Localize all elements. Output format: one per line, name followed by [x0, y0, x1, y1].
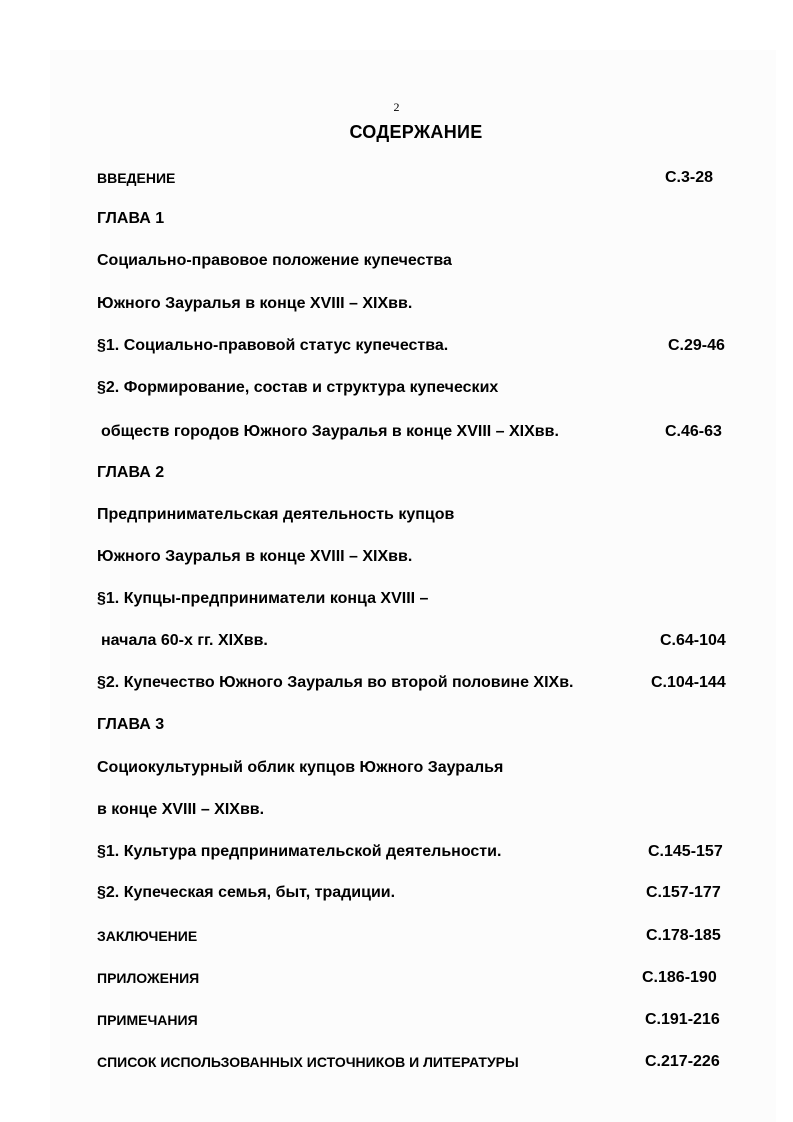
toc-entry [97, 629, 737, 653]
toc-entry [97, 249, 737, 273]
toc-entry [97, 840, 737, 864]
page-title: СОДЕРЖАНИЕ [349, 122, 483, 142]
toc-entry-text: ГЛАВА 2 [97, 464, 165, 481]
toc-entry-pages: С.46-63 [665, 423, 722, 440]
toc-entry-pages: С.217-226 [645, 1053, 720, 1070]
toc-entry-text: ПРИЛОЖЕНИЯ [97, 970, 200, 986]
toc-entry-pages: С.178-185 [646, 927, 721, 944]
toc-entry-pages: С.64-104 [660, 632, 726, 649]
toc-chapter-heading [97, 207, 737, 231]
toc-entry [97, 166, 737, 190]
toc-entry-text: ПРИМЕЧАНИЯ [97, 1012, 198, 1028]
toc-entry-pages: С.157-177 [646, 884, 721, 901]
toc-entry-text: Южного Зауралья в конце XVIII – XIXвв. [97, 548, 413, 565]
page-number: 2 [393, 100, 400, 114]
toc-entry-pages: С.191-216 [645, 1011, 720, 1028]
toc-entry-text: обществ городов Южного Зауралья в конце XVIII – XIXвв. [101, 423, 559, 440]
toc-entry-pages: С.104-144 [651, 674, 726, 691]
toc-entry-text: ЗАКЛЮЧЕНИЕ [97, 928, 198, 944]
toc-entry-text: §1. Купцы-предприниматели конца XVIII – [97, 590, 429, 607]
toc-entry-text: Южного Зауралья в конце XVIII – XIXвв. [97, 295, 413, 312]
toc-entry-text: СПИСОК ИСПОЛЬЗОВАННЫХ ИСТОЧНИКОВ И ЛИТЕРАТУРЫ [97, 1054, 519, 1070]
toc-entry [97, 1008, 737, 1032]
toc-entry-text: Социокультурный облик купцов Южного Зауралья [97, 759, 504, 776]
toc-chapter-heading [97, 461, 737, 485]
toc-entry-text: §2. Формирование, состав и структура купеческих [97, 379, 499, 396]
toc-entry [97, 1050, 737, 1074]
toc-entry-pages: С.145-157 [648, 843, 723, 860]
toc-chapter-heading [97, 713, 737, 737]
toc-entry-text: §2. Купеческая семья, быт, традиции. [97, 884, 396, 901]
toc-entry [97, 420, 737, 444]
toc-entry-pages: С.29-46 [668, 337, 725, 354]
toc-entry [97, 671, 737, 695]
toc-entry [97, 292, 737, 316]
toc-entry-text: ГЛАВА 3 [97, 716, 165, 733]
toc-entry-text: Предпринимательская деятельность купцов [97, 506, 455, 523]
toc-entry-text: §1. Культура предпринимательской деятельности. [97, 843, 502, 860]
toc-entry [97, 503, 737, 527]
toc-entry-text: начала 60-х гг. XIXвв. [101, 632, 268, 649]
toc-entry [97, 924, 737, 948]
toc-entry [97, 545, 737, 569]
toc-entry [97, 376, 737, 400]
toc-entry-text: Социально-правовое положение купечества [97, 252, 452, 269]
toc-entry [97, 756, 737, 780]
toc-entry [97, 798, 737, 822]
toc-entry-text: §1. Социально-правовой статус купечества. [97, 337, 449, 354]
toc-entry [97, 587, 737, 611]
toc-entry [97, 881, 737, 905]
toc-entry-text: §2. Купечество Южного Зауралья во второй половине XIXв. [97, 674, 574, 691]
toc-entry-text: в конце XVIII – XIXвв. [97, 801, 265, 818]
toc-entry [97, 334, 737, 358]
toc-entry-text: ГЛАВА 1 [97, 210, 165, 227]
toc-entry-pages: С.186-190 [642, 969, 717, 986]
toc-entry-pages: С.3-28 [665, 169, 714, 186]
toc-entry [97, 966, 737, 990]
toc-entry-text: ВВЕДЕНИЕ [97, 170, 176, 186]
